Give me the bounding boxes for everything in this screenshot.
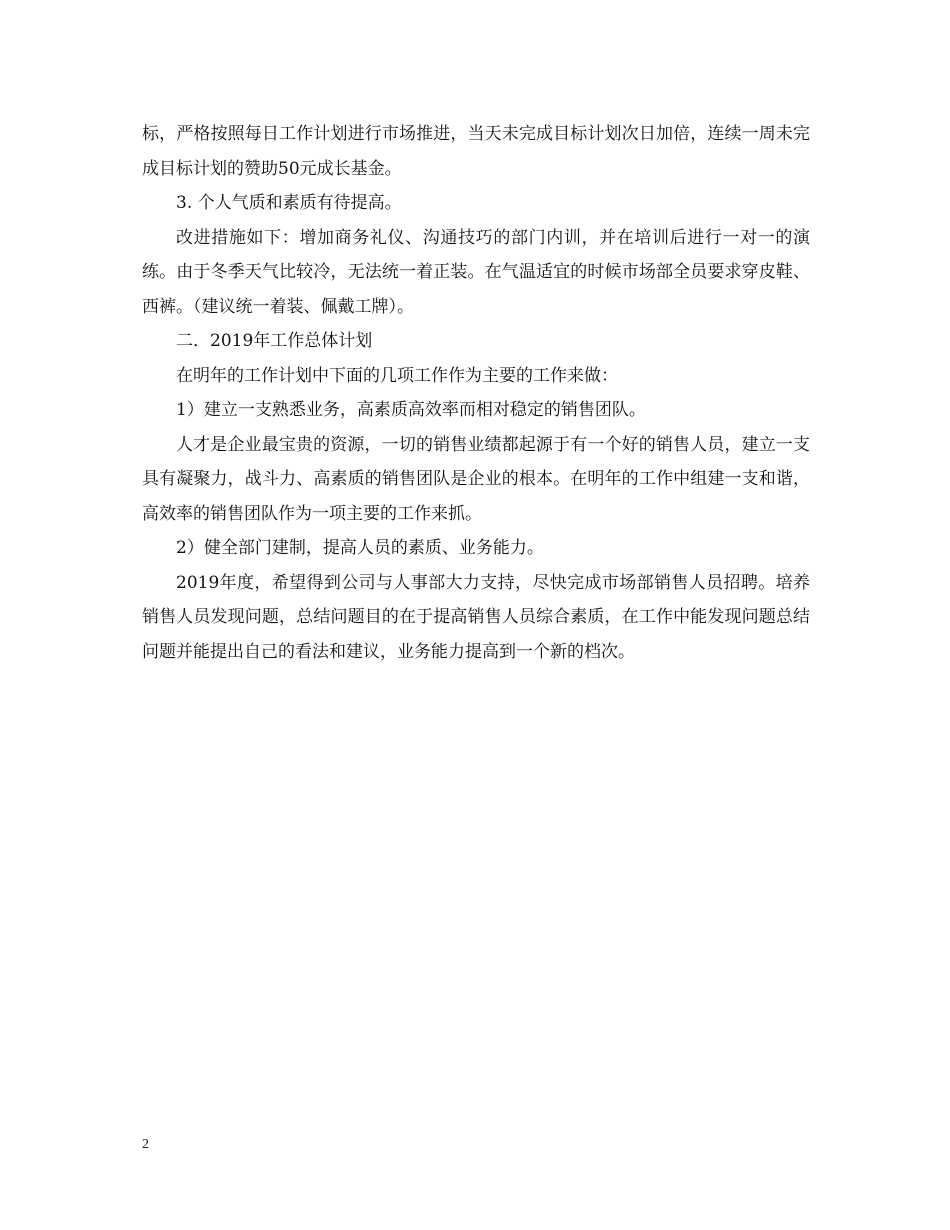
paragraph-item-3-heading: 3. 个人气质和素质有待提高。 bbox=[176, 193, 402, 213]
paragraph-plan-intro: 在明年的工作计划中下面的几项工作作为主要的工作来做： bbox=[176, 365, 618, 386]
paragraph-talent: 人才是企业最宝贵的资源，一切的销售业绩都起源于有一个好的销售人员，建立一支具有凝聚力，战斗力、高素质的销售团队是企业的根本。在明年的工作中组建一支和谐，高效率的销售团队作为一项主要的工作来抓。 bbox=[142, 434, 810, 524]
section-heading-2019-plan: 二．2019年工作总体计划 bbox=[176, 331, 373, 351]
paragraph-continuation: 标，严格按照每日工作计划进行市场推进，当天未完成目标计划次日加倍，连续一周未完成目标计划的赞助50元成长基金。 bbox=[142, 124, 810, 179]
paragraph-plan-item-2: 2）健全部门建制，提高人员的素质、业务能力。 bbox=[176, 538, 544, 558]
paragraph-improvement-measures: 改进措施如下：增加商务礼仪、沟通技巧的部门内训，并在培训后进行一对一的演练。由于冬季天气比较冷，无法统一着正装。在气温适宜的时候市场部全员要求穿皮鞋、西裤。（建议统一着装、佩戴工牌）。 bbox=[142, 227, 810, 317]
document-body bbox=[142, 117, 810, 669]
paragraph-plan-item-1: 1）建立一支熟悉业务，高素质高效率而相对稳定的销售团队。 bbox=[176, 400, 646, 420]
page-number: 2 bbox=[142, 1137, 149, 1152]
paragraph-2019-support: 2019年度，希望得到公司与人事部大力支持，尽快完成市场部销售人员招聘。培养销售人员发现问题，总结问题目的在于提高销售人员综合素质，在工作中能发现问题总结问题并能提出自己的看法和建议，业务能力提高到一个新的档次。 bbox=[142, 572, 810, 662]
